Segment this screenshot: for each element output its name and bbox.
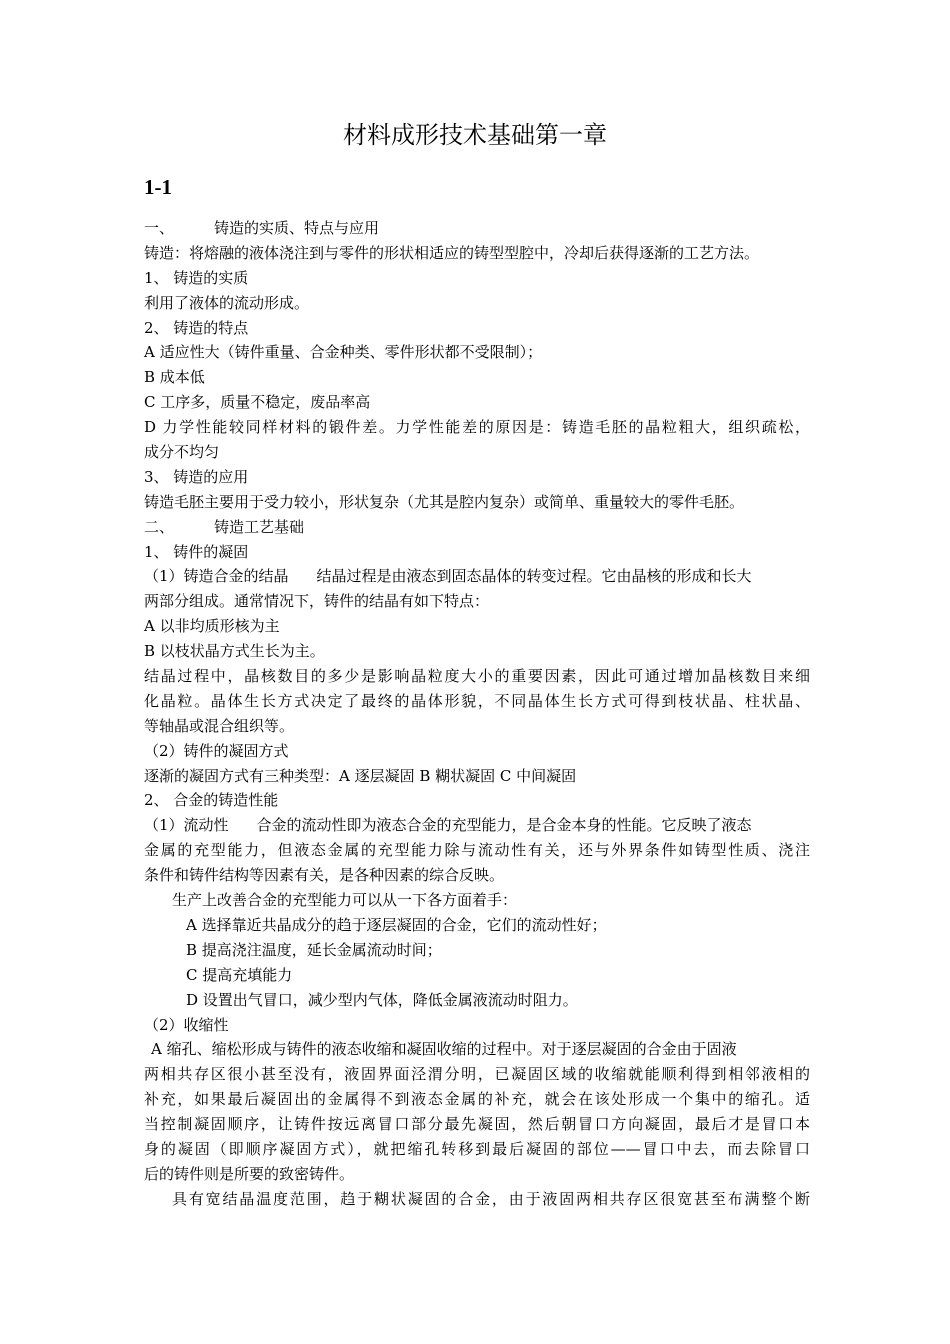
list-item: B 以枝状晶方式生长为主。	[144, 642, 325, 661]
document-title: 材料成形技术基础第一章	[343, 121, 607, 149]
list-item: A 适应性大（铸件重量、合金种类、零件形状都不受限制）；	[144, 343, 543, 362]
heading-number: 二、	[144, 517, 175, 536]
paragraph-line: 当控制凝固顺序，让铸件按远离冒口部分最先凝固，然后朝冒口方向凝固，最后才是冒口本	[144, 1115, 810, 1134]
list-item: B 成本低	[144, 368, 205, 387]
list-item: B 提高浇注温度，延长金属流动时间；	[186, 940, 442, 959]
paragraph-line: 具有宽结晶温度范围，趋于糊状凝固的合金，由于液固两相共存区很宽甚至布满整个断	[172, 1189, 810, 1208]
heading-number: 一、	[144, 219, 175, 237]
paragraph-line: 等轴晶或混合组织等。	[144, 716, 295, 735]
document-body	[144, 216, 810, 1212]
paragraph-line	[144, 564, 810, 589]
heading-text: 铸造的实质、特点与应用	[214, 219, 380, 237]
list-item: D 设置出气冒口，减少型内气体，降低金属液流动时阻力。	[186, 990, 578, 1009]
subheading-line: 1、 铸件的凝固	[144, 542, 249, 561]
paragraph-line: A 缩孔、缩松形成与铸件的液态收缩和凝固收缩的过程中。对于逐层凝固的合金由于固液	[151, 1040, 737, 1059]
paragraph-line	[144, 813, 810, 838]
list-item-continuation: 成分不均匀	[144, 443, 220, 462]
heading-line	[144, 515, 810, 540]
heading-text: 铸造工艺基础	[214, 517, 305, 536]
paragraph-label: （1）流动性	[144, 816, 229, 835]
paragraph-line: 铸造：将熔融的液体浇注到与零件的形状相适应的铸型型腔中，冷却后获得逐渐的工艺方法。	[144, 243, 760, 262]
paragraph-line: 两部分组成。通常情况下，铸件的结晶有如下特点：	[144, 592, 490, 611]
paragraph-label: （1）铸造合金的结晶	[144, 567, 289, 586]
paragraph-line: 铸造毛胚主要用于受力较小，形状复杂（尤其是腔内复杂）或简单、重量较大的零件毛胚。	[144, 492, 745, 511]
paragraph-line: 后的铸件则是所要的致密铸件。	[144, 1164, 355, 1183]
paragraph-line: 身的凝固（即顺序凝固方式），就把缩孔转移到最后凝固的部位——冒口中去，而去除冒口	[144, 1139, 810, 1158]
subheading-line: 2、 铸造的特点	[144, 318, 249, 337]
list-item: A 以非均质形核为主	[144, 617, 280, 636]
paragraph-line: 条件和铸件结构等因素有关，是各种因素的综合反映。	[144, 866, 505, 885]
paragraph-line: 补充，如果最后凝固出的金属得不到液态金属的补充，就会在该处形成一个集中的缩孔。适	[144, 1090, 810, 1109]
subheading-line: 2、 合金的铸造性能	[144, 791, 279, 810]
paragraph-line: 逐渐的凝固方式有三种类型：A 逐层凝固 B 糊状凝固 C 中间凝固	[144, 766, 577, 785]
list-item: A 选择靠近共晶成分的趋于逐层凝固的合金，它们的流动性好；	[186, 915, 607, 934]
subheading-line: 1、 铸造的实质	[144, 268, 249, 287]
paragraph-line: 两相共存区很小甚至没有，液固界面泾渭分明，已凝固区域的收缩就能顺利得到相邻液相的	[144, 1065, 810, 1084]
paragraph-line: 金属的充型能力，但液态金属的充型能力除与流动性有关，还与外界条件如铸型性质、浇注	[144, 841, 810, 860]
list-item: D 力学性能较同样材料的锻件差。力学性能差的原因是：铸造毛胚的晶粒粗大，组织疏松，	[144, 418, 810, 437]
subheading-line: （2）铸件的凝固方式	[144, 741, 289, 760]
paragraph-line: 利用了液体的流动形成。	[144, 293, 310, 312]
subheading-line: 3、 铸造的应用	[144, 467, 249, 486]
subheading-line: （2）收缩性	[144, 1015, 229, 1034]
section-heading: 1-1	[144, 175, 172, 199]
list-item: C 提高充填能力	[186, 965, 293, 984]
paragraph-line: 生产上改善合金的充型能力可以从一下各方面着手：	[172, 891, 518, 910]
heading-line	[144, 216, 810, 241]
list-item: C 工序多，质量不稳定，废品率高	[144, 393, 371, 412]
paragraph-text: 结晶过程是由液态到固态晶体的转变过程。它由晶核的形成和长大	[316, 567, 752, 586]
paragraph-text: 合金的流动性即为液态合金的充型能力，是合金本身的性能。它反映了液态	[256, 816, 752, 835]
paragraph-line: 结晶过程中，晶核数目的多少是影响晶粒度大小的重要因素，因此可通过增加晶核数目来细	[144, 667, 810, 686]
paragraph-line: 化晶粒。晶体生长方式决定了最终的晶体形貌，不同晶体生长方式可得到枝状晶、柱状晶、	[144, 691, 810, 710]
